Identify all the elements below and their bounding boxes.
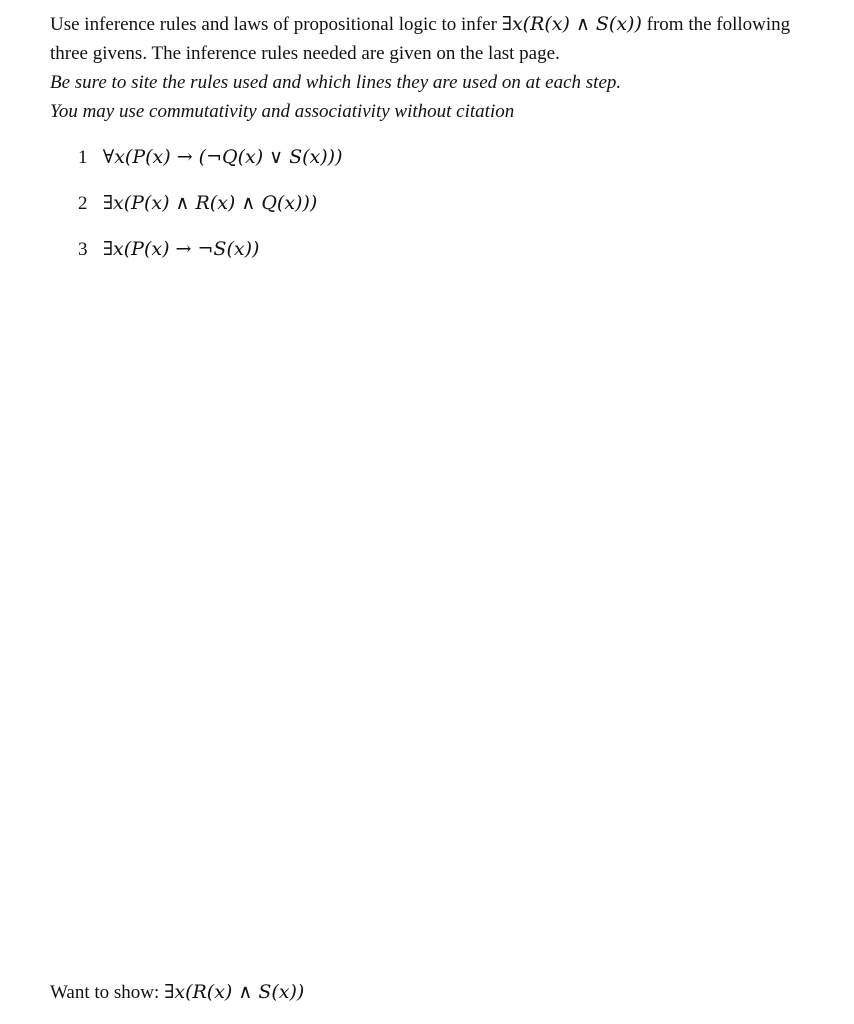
- want-to-show-label: Want to show:: [50, 982, 160, 1003]
- given-line-3: [78, 235, 343, 281]
- given-number-2: 2: [78, 193, 88, 214]
- want-to-show-formula: ∃x(R(x) ∧ S(x)): [164, 981, 305, 1003]
- given-formula-1: ∀x(P(x) → (¬Q(x) ∨ S(x))): [102, 146, 343, 168]
- instructions-line-1-suffix: from the following: [646, 14, 791, 35]
- given-formula-2: ∃x(P(x) ∧ R(x) ∧ Q(x))): [102, 192, 318, 214]
- instructions-line-1-prefix: Use inference rules and laws of propositional logic to infer: [50, 14, 497, 35]
- instructions-line-2: three givens. The inference rules needed are given on the last page.: [50, 43, 560, 64]
- givens-list: [78, 143, 343, 281]
- given-line-1: [78, 143, 343, 189]
- given-line-2: [78, 189, 343, 235]
- given-number-1: 1: [78, 147, 88, 168]
- instructions-line-4: You may use commutativity and associativity without citation: [50, 101, 515, 122]
- want-to-show: [50, 978, 304, 1007]
- given-number-3: 3: [78, 239, 88, 260]
- instructions-line-3: Be sure to site the rules used and which lines they are used on at each step.: [50, 72, 622, 93]
- instructions: [50, 10, 830, 126]
- target-formula: ∃x(R(x) ∧ S(x)): [501, 13, 642, 35]
- instructions-line-1: [50, 10, 830, 39]
- given-formula-3: ∃x(P(x) → ¬S(x)): [102, 238, 260, 260]
